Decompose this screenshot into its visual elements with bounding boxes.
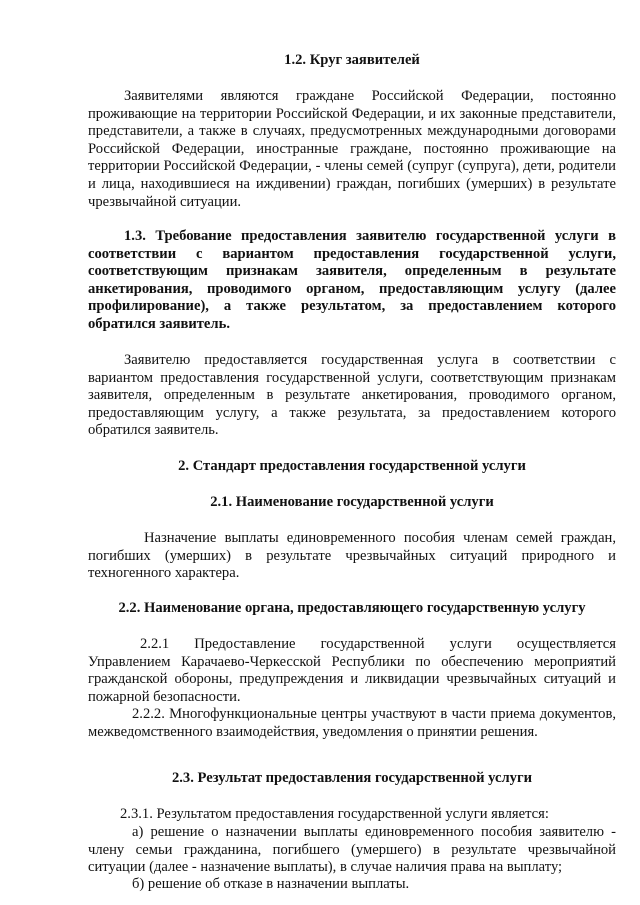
heading-2: 2. Стандарт предоставления государственной услуги: [178, 458, 526, 474]
paragraph-2-2-2: 2.2.2. Многофункциональные центры участвуют в части приема документов, межведомственного взаимодействия, уведомления о принятии решения.: [88, 706, 616, 740]
paragraph-1-3: Заявителю предоставляется государственная услуга в соответствии с вариантом предоставления государственной услуги, соответствующим признакам заявителя, определенным в результате анкетирования, проводимого органом, предоставляющим услугу, а также результата, за предоставлением которого обратился заявитель.: [88, 352, 616, 439]
heading-2-1: 2.1. Наименование государственной услуги: [210, 494, 494, 510]
heading-2-3: 2.3. Результат предоставления государственной услуги: [171, 770, 533, 786]
paragraph-2-3-1: 2.3.1. Результатом предоставления государственной услуги является:: [120, 806, 549, 822]
paragraph-1-2: Заявителями являются граждане Российской Федерации, постоянно проживающие на территории Российской Федерации, и их законные представители, представители, а также в случаях, предусмотренных международными договорами Российской Федерации, иностранные граждане, постоянно проживающие на территории Российской Федерации, - члены семей (супруг (супруга), дети, родители и лица, находившиеся на иждивении) граждан, погибших (умерших) в результате чрезвычайной ситуации.: [88, 88, 616, 210]
paragraph-2-1: Назначение выплаты единовременного пособия членам семей граждан, погибших (умерших) в результате чрезвычайных ситуаций природного и техногенного характера.: [88, 530, 616, 582]
paragraph-2-2-1: 2.2.1 Предоставление государственной услуги осуществляется Управлением Карачаево-Черкесской Республики по обеспечению мероприятий гражданской обороны, предупреждения и ликвидации чрезвычайных ситуаций и пожарной безопасности.: [88, 636, 616, 705]
heading-1-2: 1.2. Круг заявителей: [284, 52, 420, 68]
paragraph-2-3-a: а) решение о назначении выплаты единовременного пособия заявителю - члену семьи гражданина, погибшего (умершего) в результате чрезвычайной ситуации (далее - назначение выплаты), в случае наличия права на выплату;: [88, 824, 616, 876]
heading-1-3: 1.3. Требование предоставления заявителю государственной услуги в соответствии с вариантом предоставления государственной услуги, соответствующим признакам заявителя, определенным в результате анкетирования, проводимого органом, предоставляющим услугу (далее профилирование), а также результатом, за предоставлением которого обратился заявитель.: [88, 228, 616, 332]
heading-2-2: 2.2. Наименование органа, предоставляющего государственную услугу: [118, 600, 586, 616]
paragraph-2-3-b: б) решение об отказе в назначении выплаты.: [132, 876, 410, 892]
